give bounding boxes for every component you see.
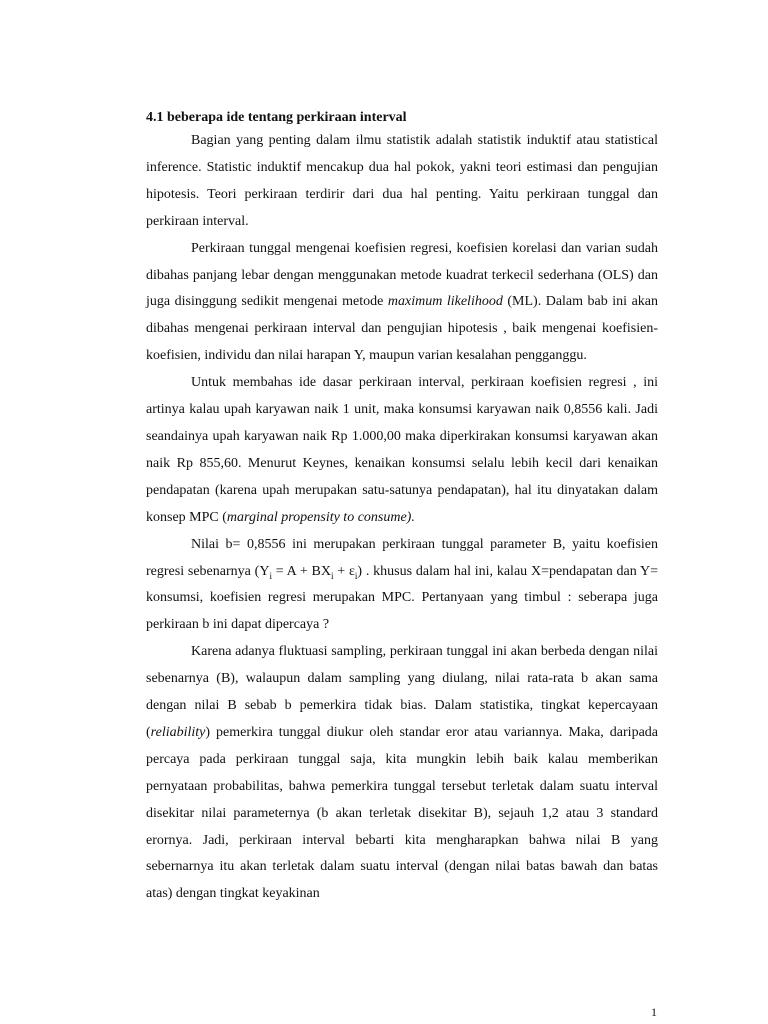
subscript-i-1: i	[269, 570, 272, 581]
paragraph-3-text-a: Untuk membahas ide dasar perkiraan interval, perkiraan koefisien regresi , ini artinya kalau upah karyawan naik 1 unit, maka konsumsi karyawan naik 0,8556 kali. Jadi seandainya upah karyawan naik Rp 1.000,00 maka diperkirakan konsumsi karyawan akan naik Rp 855,60. Menurut Keynes, kenaikan konsumsi selalu lebih kecil dari kenaikan pendapatan (karena upah merupakan satu-satunya pendapatan), hal itu dinyatakan dalam konsep MPC (	[146, 375, 658, 525]
paragraph-4-text-a: Nilai b= 0,8556 ini merupakan perkiraan tunggal parameter B, yaitu koefisien regresi sebenarnya (Y	[146, 536, 658, 579]
paragraph-2-text-b: (ML). Dalam bab ini akan dibahas mengenai perkiraan interval dan pengujian hipotesis , baik mengenai koefisien-koefisien, individu dan nilai harapan Y, maupun varian kesalahan pengganggu.	[146, 294, 659, 364]
subscript-i-3: i	[354, 570, 358, 581]
paragraph-2	[146, 236, 658, 371]
paragraph-5-italic: reliability	[150, 724, 206, 740]
section-heading: 4.1 beberapa ide tentang perkiraan interval	[146, 110, 407, 125]
paragraph-4-text-c: + ε	[333, 563, 355, 579]
paragraph-1: Bagian yang penting dalam ilmu statistik adalah statistik induktif atau statistical inference. Statistic induktif mencakup dua hal pokok, yakni teori estimasi dan pengujian hipotesis. Teori perkiraan terdirir dari dua hal penting. Yaitu perkiraan tunggal dan perkiraan interval.	[146, 133, 658, 229]
paragraph-4-text-b: = A + BX	[271, 563, 331, 579]
paragraph-4	[146, 532, 658, 640]
paragraph-2-text-a: Perkiraan tunggal mengenai koefisien regresi, koefisien korelasi dan varian sudah dibahas panjang lebar dengan menggunakan metode kuadrat terkecil sederhana (OLS) dan juga disinggung sedikit mengenai metode	[146, 240, 658, 310]
paragraph-2-italic: maximum likelihood	[387, 294, 503, 310]
document-body	[146, 108, 658, 908]
paragraph-5	[146, 639, 658, 908]
subscript-i-2: i	[330, 570, 334, 581]
paragraph-3	[146, 370, 658, 531]
paragraph-5-text-a: Karena adanya fluktuasi sampling, perkiraan tunggal ini akan berbeda dengan nilai sebenarnya (B), walaupun dalam sampling yang diulang, nilai rata-rata b akan sama dengan nilai B sebab b pemerkira tidak bias. Dalam statistika, tingkat kepercayaan (	[146, 644, 658, 740]
paragraph-5-text-b: ) pemerkira tunggal diukur oleh standar eror atau variannya. Maka, daripada percaya pada perkiraan tunggal saja, kita mungkin lebih baik kalau memberikan pernyataan probabilitas, bahwa pemerkira tunggal tersebut terletak dalam suatu interval disekitar nilai parameternya (b akan terletak disekitar B), sejauh 1,2 atau 3 standard erornya. Jadi, perkiraan interval bebarti kita mengharapkan bahwa nilai B yang sebernarnya itu akan terletak dalam suatu interval (dengan nilai batas bawah dan batas atas) dengan tingkat keyakinan	[146, 724, 658, 902]
paragraph-3-italic: marginal propensity to consume).	[226, 509, 415, 525]
page-number: 1	[651, 1005, 657, 1019]
paragraph-4-text-d: ) . khusus dalam hal ini, kalau X=pendapatan dan Y= konsumsi, koefisien regresi merupakan MPC. Pertanyaan yang timbul : seberapa juga perkiraan b ini dapat dipercaya ?	[146, 563, 659, 633]
